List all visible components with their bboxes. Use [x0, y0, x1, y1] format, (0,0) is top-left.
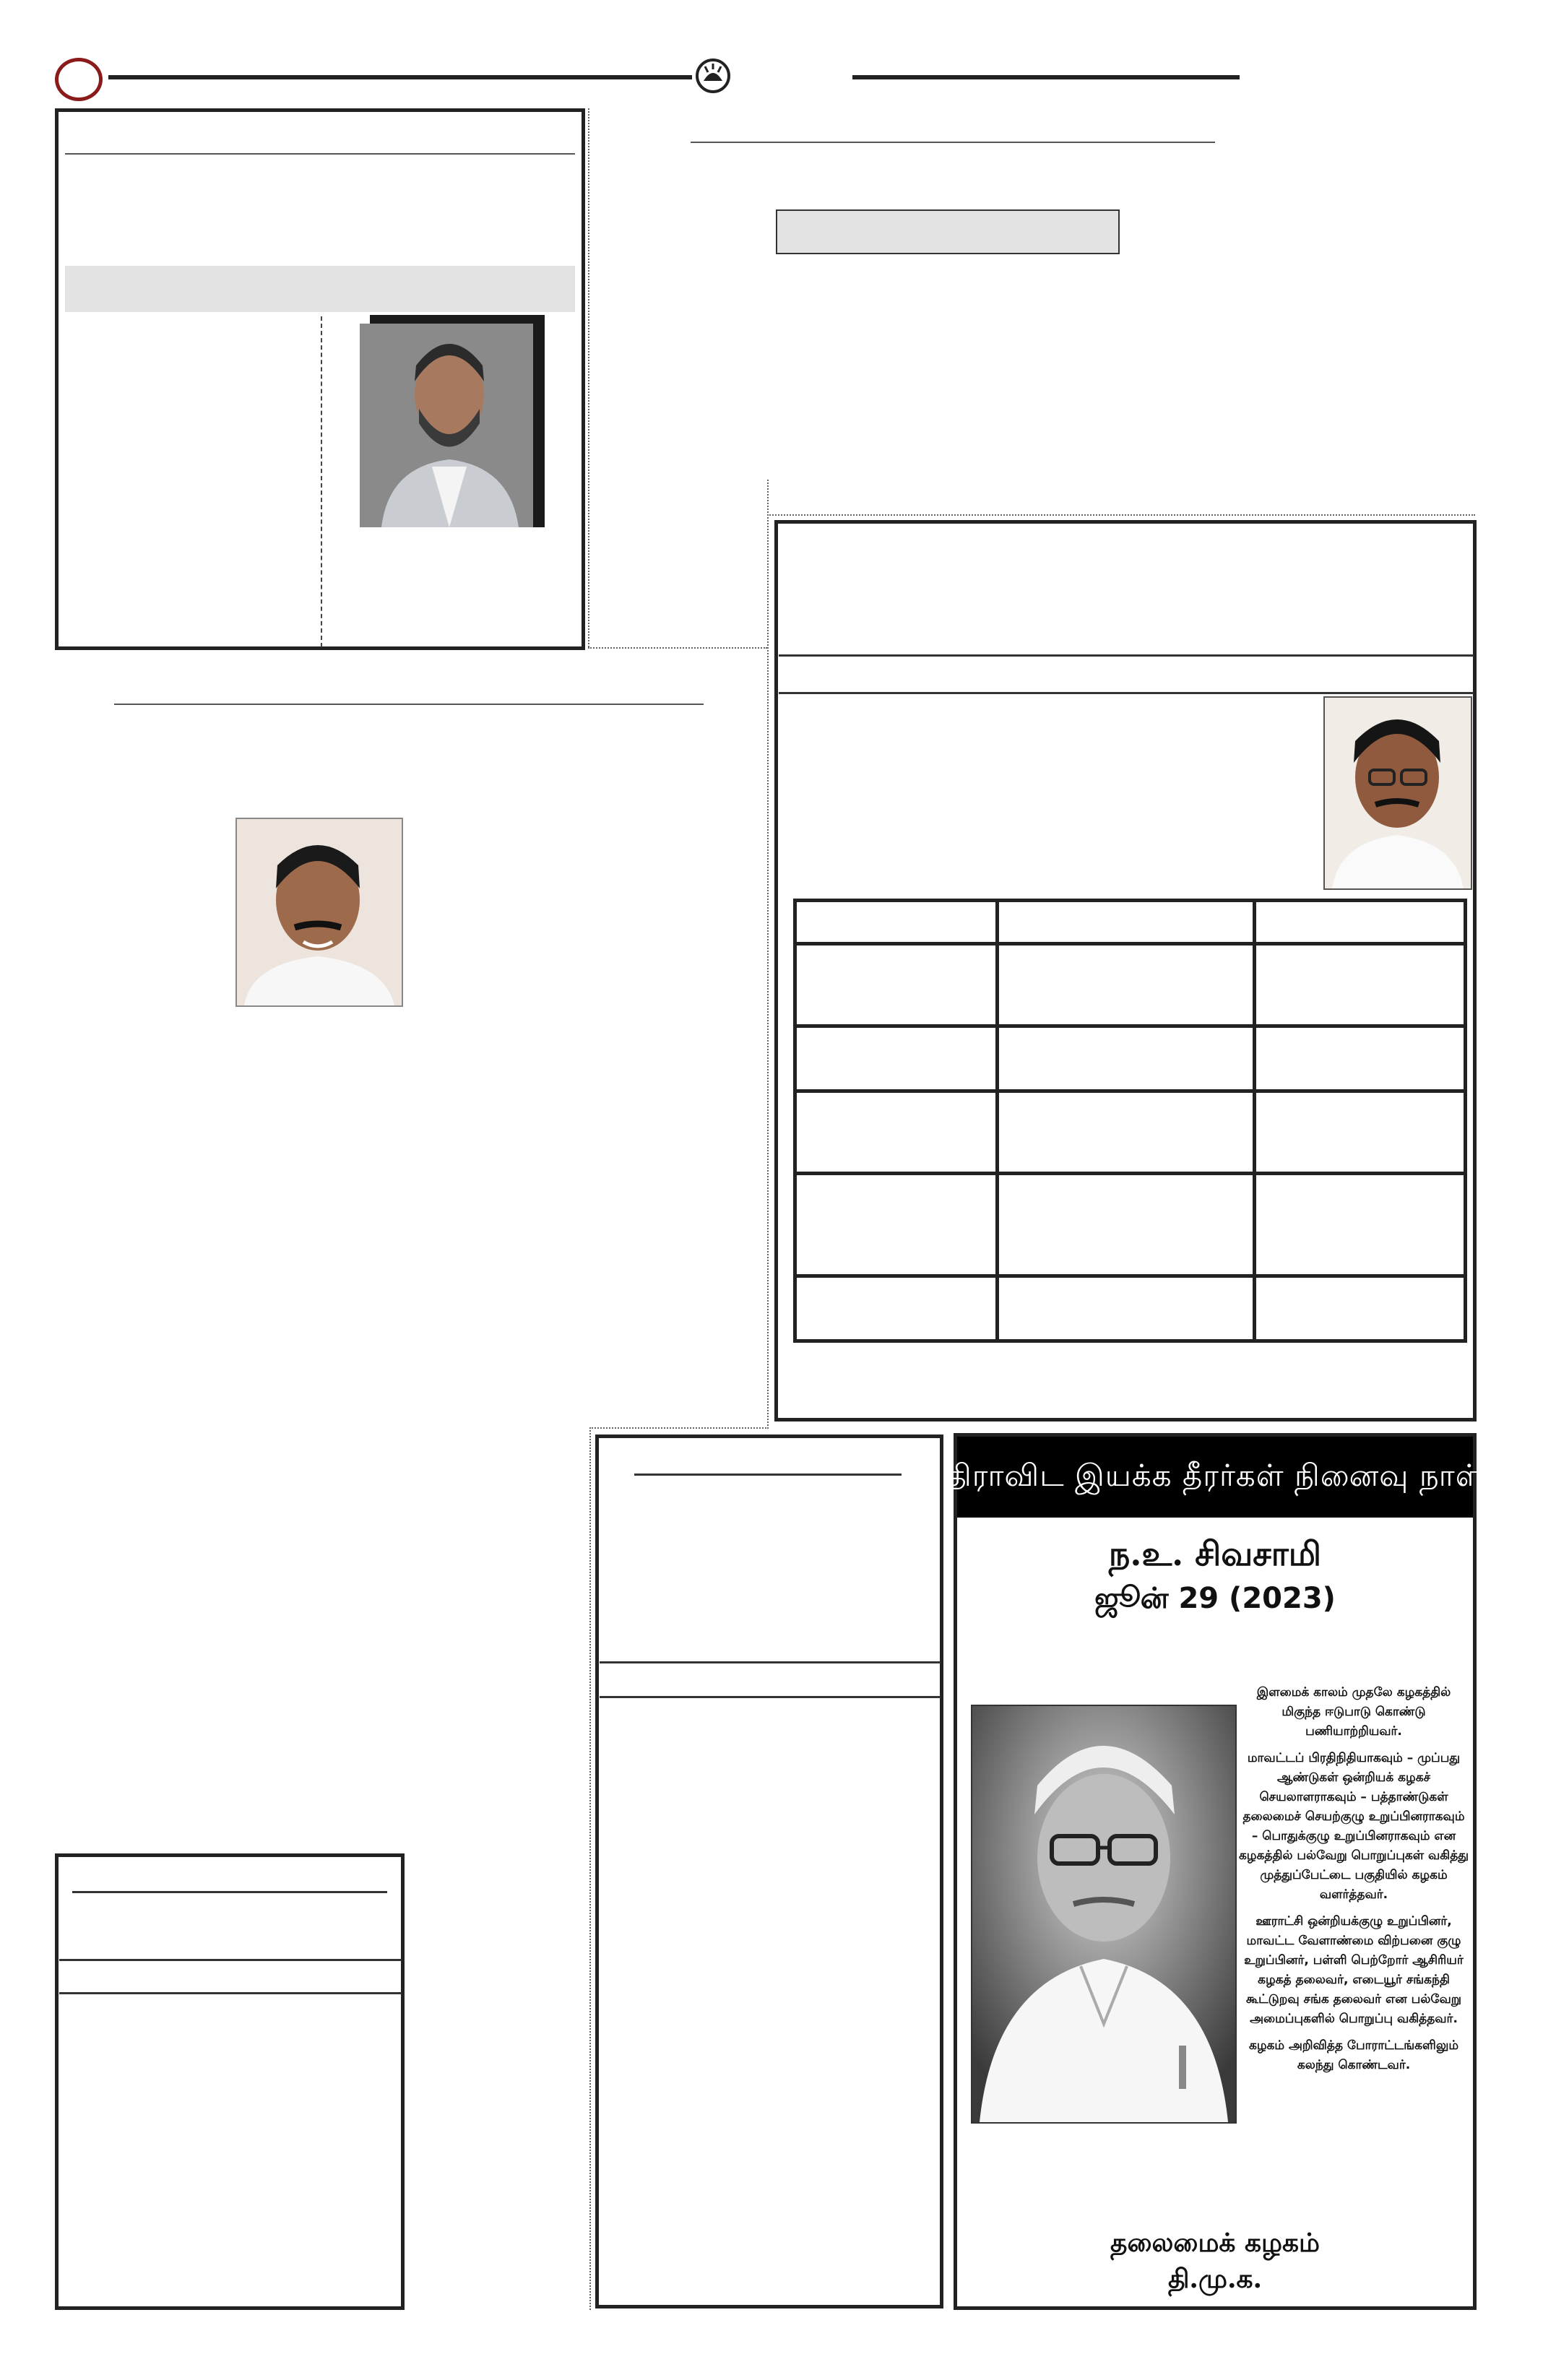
dotted-divider-horizontal: [588, 647, 767, 649]
column-divider: [321, 316, 322, 647]
dotted-divider-vertical-3: [589, 1427, 591, 2310]
article-box-bottom-left: [55, 1853, 405, 2310]
table-row: [795, 1174, 1466, 1276]
bottom-center-rule-1: [600, 1661, 941, 1663]
dotted-divider-vertical: [588, 108, 589, 647]
table-row: [795, 944, 1466, 1026]
masthead-circle-icon: [55, 58, 103, 101]
memorial-date: ஜூன் 29 (2023): [1094, 1582, 1336, 1615]
memorial-name: ந.உ. சிவசாமி: [1108, 1534, 1322, 1573]
article-subhead-bar: [65, 266, 575, 312]
dotted-divider-horizontal-2: [767, 514, 1475, 516]
right-box-subhead-rule: [779, 692, 1474, 694]
memorial-bio-paragraph: இளமைக் காலம் முதலே கழகத்தில் மிகுந்த ஈடுபாடு கொண்டு பணியாற்றியவர்.: [1256, 1685, 1451, 1739]
headline-rule-top-right: [691, 142, 1215, 143]
masthead-rule-left: [108, 75, 692, 79]
table-row: [795, 901, 1466, 944]
bottom-left-rule-2: [59, 1992, 402, 1994]
data-table: [793, 899, 1467, 1343]
dotted-divider-horizontal-3: [589, 1427, 769, 1429]
table-row: [795, 1091, 1466, 1174]
table-row: [795, 1276, 1466, 1341]
right-box-heading-rule: [779, 654, 1474, 657]
dotted-divider-vertical-2: [767, 480, 769, 1426]
memorial-banner-title: திராவிட இயக்க தீரர்கள் நினைவு நாள்: [946, 1457, 1484, 1493]
portrait-photo-leader: [235, 818, 403, 1007]
portrait-photo-minister: [1323, 696, 1472, 890]
memorial-bio: [1238, 1683, 1469, 2075]
bottom-left-heading-rule: [72, 1891, 387, 1893]
memorial-footer-party: தி.மு.க.: [1167, 2264, 1263, 2294]
memorial-footer-org: தலைமைக் கழகம்: [1110, 2228, 1320, 2258]
table-row: [795, 1026, 1466, 1091]
bottom-left-rule-1: [59, 1959, 402, 1961]
memorial-portrait-photo: [971, 1705, 1237, 2124]
subhead-shaded-box: [776, 209, 1120, 254]
article-heading-rule: [65, 153, 575, 155]
article-heading-rule-middle: [114, 704, 704, 705]
portrait-photo-kamal: [360, 315, 545, 527]
memorial-banner: [946, 1437, 1484, 1518]
bottom-center-rule-2: [600, 1696, 941, 1698]
bottom-center-heading-rule: [634, 1474, 902, 1476]
memorial-bio-paragraph: ஊராட்சி ஒன்றியக்குழு உறுப்பினர், மாவட்ட வேளாண்மை விற்பனை குழு உறுப்பினர், பள்ளி பெற்றோர் ஆசிரியர் கழகத் தலைவர், எடையூர் சங்கந்தி கூட்டுறவு சங்க தலைவர் என பல்வேறு அமைப்புகளில் பொறுப்பு வகித்தவர்.: [1244, 1914, 1464, 2026]
memorial-bio-paragraph: கழகம் அறிவித்த போராட்டங்களிலும் கலந்து கொண்டவர்.: [1248, 2038, 1459, 2072]
masthead-rule-right: [852, 75, 1240, 79]
memorial-bio-paragraph: மாவட்டப் பிரதிநிதியாகவும் – முப்பது ஆண்டுகள் ஒன்றியக் கழகச் செயலாளராகவும் – பத்தாண்டுகள் தலைமைச் செயற்குழு உறுப்பினராகவும் – பொதுக்குழு உறுப்பினராகவும் என கழகத்தில் பல்வேறு பொறுப்புகள் வகித்து முத்துப்பேட்டை பகுதியில் கழகம் வளர்த்தவர்.: [1238, 1751, 1469, 1902]
logo-emblem-icon: [695, 58, 731, 94]
article-box-bottom-center: [595, 1435, 943, 2308]
